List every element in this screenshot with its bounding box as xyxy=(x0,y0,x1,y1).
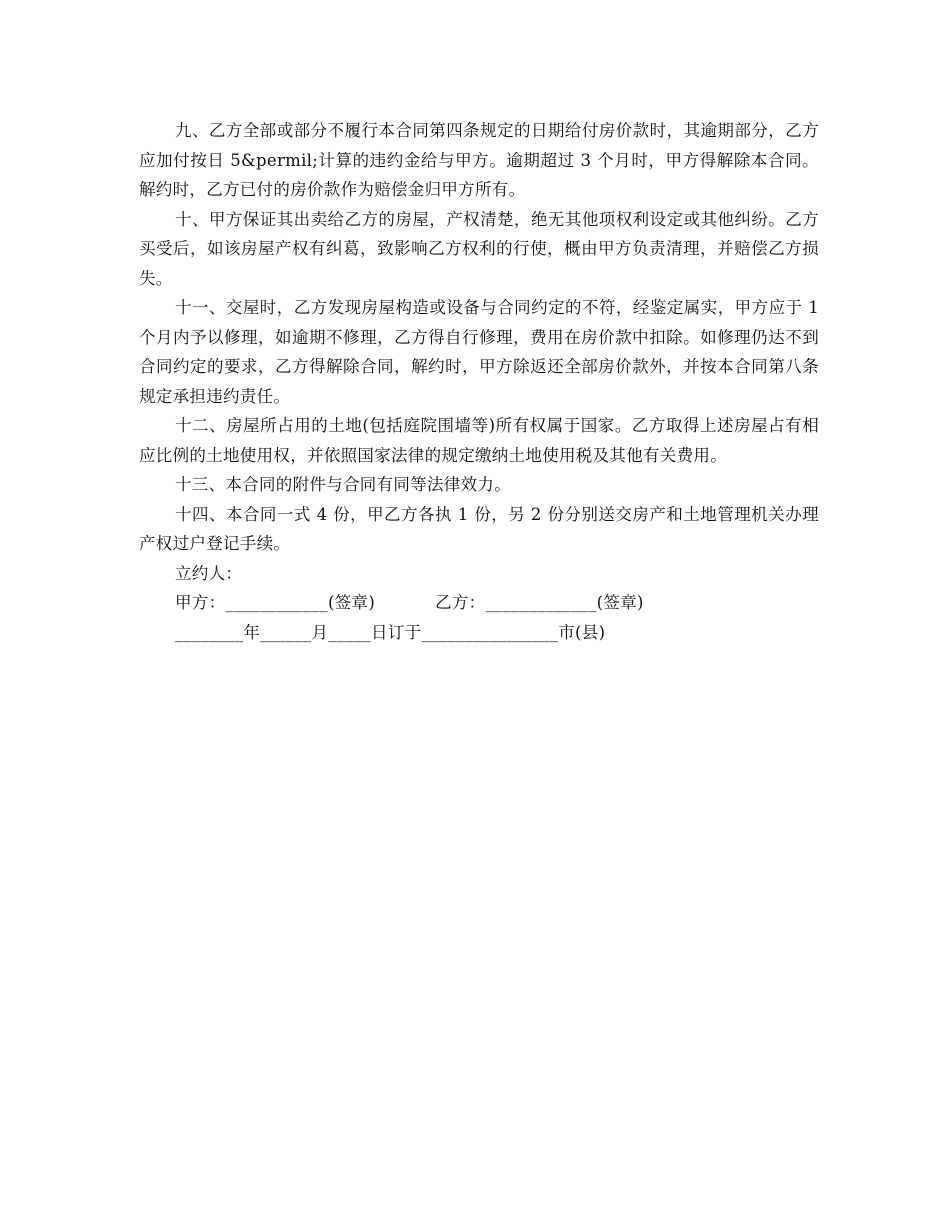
party-a-signature: 甲方：____________(签章) xyxy=(175,593,376,612)
clause-13: 十三、本合同的附件与合同有同等法律效力。 xyxy=(175,475,511,494)
contract-body xyxy=(139,116,819,647)
clause-10: 十、甲方保证其出卖给乙方的房屋，产权清楚，绝无其他项权利设定或其他纠纷。乙方买受后，如该房屋产权有纠葛，致影响乙方权利的行使，概由甲方负责清理，并赔偿乙方损失。 xyxy=(139,209,819,288)
clause-11: 十一、交屋时，乙方发现房屋构造或设备与合同约定的不符，经鉴定属实，甲方应于 1 个月内予以修理，如逾期不修理，乙方得自行修理，费用在房价款中扣除。如修理仍达不到合同约定的要求，乙方得解除合同，解约时，甲方除返还全部房价款外，并按本合同第八条规定承担违约责任。 xyxy=(139,298,819,406)
clause-12: 十二、房屋所占用的土地(包括庭院围墙等)所有权属于国家。乙方取得上述房屋占有相应比例的土地使用权，并依照国家法律的规定缴纳土地使用税及其他有关费用。 xyxy=(139,416,819,465)
party-b-signature: 乙方：_____________(签章) xyxy=(435,593,644,612)
signature-row xyxy=(139,588,819,618)
signatories-label: 立约人： xyxy=(175,563,243,583)
date-place-line: ________年______月_____日订于________________市(县) xyxy=(175,622,606,642)
clause-14: 十四、本合同一式 4 份，甲乙方各执 1 份，另 2 份分别送交房产和土地管理机关办理产权过户登记手续。 xyxy=(139,504,819,553)
clause-9: 九、乙方全部或部分不履行本合同第四条规定的日期给付房价款时，其逾期部分，乙方应加付按日 5&permil;计算的违约金给与甲方。逾期超过 3 个月时，甲方得解除本合同。解约时，乙方已付的房价款作为赔偿金归甲方所有。 xyxy=(139,121,819,199)
